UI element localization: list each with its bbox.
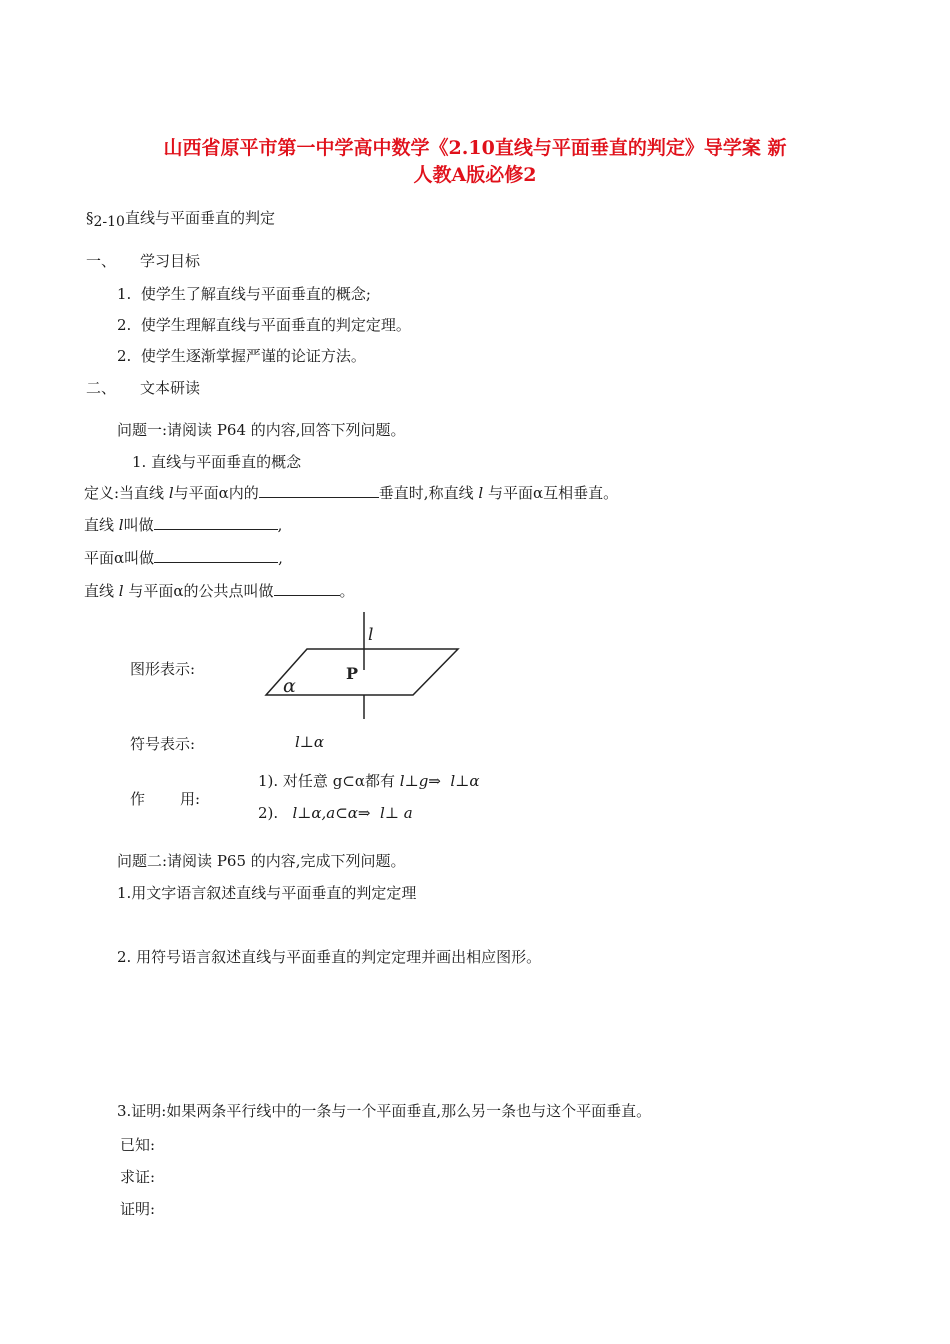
line-symbol: l <box>118 516 124 534</box>
plane-called-text: 平面α叫做 <box>84 549 155 567</box>
plane-label: α <box>283 675 296 697</box>
usage-label-a: 作 <box>130 790 146 808</box>
section-name: 直线与平面垂直的判定 <box>124 209 275 227</box>
symbol-expression: l⊥α <box>295 733 325 751</box>
point-label: P <box>346 664 359 683</box>
line-symbol: l <box>478 484 484 502</box>
objective-number: 2. <box>117 347 132 365</box>
common-point-row <box>84 580 355 601</box>
objective-1 <box>117 283 371 304</box>
part1-heading: 学习目标 <box>140 252 201 270</box>
line-symbol: l <box>118 582 124 600</box>
section-heading <box>86 207 275 228</box>
objective-text: 使学生理解直线与平面垂直的判定定理。 <box>140 316 411 334</box>
objective-2 <box>117 314 411 335</box>
question-2-item-1: 1.用文字语言叙述直线与平面垂直的判定定理 <box>117 884 417 902</box>
blank-field[interactable] <box>259 483 379 498</box>
prove-label: 求证: <box>120 1168 156 1186</box>
line-label: l <box>368 625 374 645</box>
line-called-row <box>84 514 282 535</box>
line-called-text-b: 叫做 <box>123 516 154 534</box>
line-called-text-a: 直线 <box>84 516 115 534</box>
usage-row-1-text-b: l⊥g⇒ <box>399 772 441 790</box>
part1-number: 一、 <box>86 252 117 270</box>
question-1-subheading: 1. 直线与平面垂直的概念 <box>132 453 302 471</box>
usage-row-2-text-c: l⊥ a <box>380 804 413 822</box>
proof-label: 证明: <box>120 1200 156 1218</box>
usage-row-2-text-a: 2). <box>258 804 279 822</box>
definition-text-c: 垂直时,称直线 <box>378 484 474 502</box>
document-title-line-1: 山西省原平市第一中学高中数学《2.10直线与平面垂直的判定》导学案 新 <box>163 137 787 159</box>
document-title-line-2: 人教A版必修2 <box>413 164 537 186</box>
common-point-text-a: 直线 <box>84 582 115 600</box>
known-label: 已知: <box>120 1136 156 1154</box>
objective-text: 使学生逐渐掌握严谨的论证方法。 <box>140 347 366 365</box>
objective-number: 2. <box>117 316 132 334</box>
question-2: 问题二:请阅读 P65 的内容,完成下列问题。 <box>117 852 406 870</box>
objective-number: 1. <box>117 285 132 303</box>
punctuation: , <box>277 516 283 534</box>
definition-text-d: 与平面α互相垂直。 <box>487 484 619 502</box>
line-symbol: l <box>168 484 174 502</box>
symbol-label: 符号表示: <box>130 735 196 753</box>
definition-text-a: 定义:当直线 <box>84 484 165 502</box>
question-2-item-2: 2. 用符号语言叙述直线与平面垂直的判定定理并画出相应图形。 <box>117 948 542 966</box>
objective-text: 使学生了解直线与平面垂直的概念; <box>140 285 371 303</box>
punctuation: , <box>278 549 283 567</box>
blank-field[interactable] <box>154 548 278 563</box>
figure-label: 图形表示: <box>130 660 196 678</box>
plane-called-row <box>84 547 283 568</box>
usage-row-1-text-c: l⊥α <box>450 772 480 790</box>
section-mark: § <box>86 209 94 227</box>
line-plane-figure <box>260 612 470 722</box>
objective-3 <box>117 345 366 366</box>
blank-field[interactable] <box>154 515 278 530</box>
question-2-item-3: 3.证明:如果两条平行线中的一条与一个平面垂直,那么另一条也与这个平面垂直。 <box>117 1102 652 1120</box>
usage-row-1 <box>258 770 479 791</box>
definition-line <box>84 482 618 503</box>
blank-field[interactable] <box>274 581 340 596</box>
definition-text-b: 与平面α内的 <box>173 484 259 502</box>
punctuation: 。 <box>339 582 355 600</box>
usage-row-1-text-a: 1). 对任意 g⊂α都有 <box>258 772 396 790</box>
common-point-text-b: 与平面α的公共点叫做 <box>128 582 274 600</box>
usage-row-2-text-b: l⊥α,a⊂α⇒ <box>292 804 371 822</box>
question-1: 问题一:请阅读 P64 的内容,回答下列问题。 <box>117 421 406 439</box>
usage-label-b: 用: <box>180 790 201 808</box>
usage-row-2 <box>258 804 413 822</box>
part2-heading: 文本研读 <box>140 379 201 397</box>
section-number: 2-10 <box>93 214 125 230</box>
part2-number: 二、 <box>86 379 117 397</box>
